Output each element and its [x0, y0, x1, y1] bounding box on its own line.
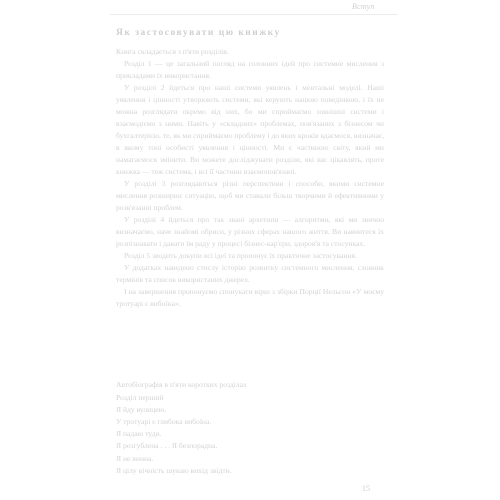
poem-line: Я падаю туди. — [116, 429, 162, 439]
body-text — [116, 46, 384, 310]
paragraph: У додатках наведено стислу історію розвитку системного мислення, словник термінів та список використаних джерел. — [116, 263, 384, 284]
paragraph: У розділі 3 розглядаються різні перспективи і способи, якими системне мислення розширює ситуацію, щоб ми ставали більш творчими й ефективними у розв'язанні проблем. — [116, 179, 384, 212]
paragraph: Книга складається з п'яти розділів. — [116, 47, 229, 56]
poem-line: У тротуарі є глибока вибоїна. — [116, 417, 212, 427]
header-rule — [110, 14, 398, 15]
paragraph: Розділ 1 — це загальний погляд на головних ідей про системне мислення з прикладами їх використання. — [116, 59, 384, 80]
poem-line: Я не винна. — [116, 453, 154, 463]
poem-line: Я розгублена . . . Я безпорадна. — [116, 441, 218, 451]
poem-line: Я йду вулицею. — [116, 405, 167, 415]
paragraph: І на завершення пропонуємо спонукати вірш з збірки Порції Нельсон «У моєму тротуарі є вибоїна». — [116, 287, 384, 308]
poem — [116, 379, 376, 477]
poem-line: Розділ перший — [116, 393, 164, 403]
paragraph: У розділі 2 йдеться про нашi системи уявлень і ментальні моделі. Наші уявлення і цінності утворюють системи, які керують нашою поведінкою, і їх не можна розглядати окремо від них, бо ми сприймаємо зовнішні системи і взаємодіємо з ними. Навіть у «складних» проблемах, пов'язаних з бізнесом чи бухгалтерією, те, як ми сприймаємо проблему і до яких кроків вдаємося, визначає, в якому тоні особисті уявлення і цінності. Ми є частиною світу, який ми намагаємося змінити. Ви можете досліджувати розділи, які вас цікавлять, проте книжка — теж система, і всі її частини взаємопов'язані. — [116, 83, 384, 176]
poem-heading: Автобіографія в п'яти коротких розділах — [116, 380, 247, 389]
poem-line: Я цілу вічність шукаю вихід звідти. — [116, 465, 232, 475]
section-title: Як застосовувати цю книжку — [116, 28, 281, 38]
running-head: Вступ — [352, 2, 375, 11]
paragraph: Розділ 5 зводить докупи всі ідеї та пропонує їх практичне застосування. — [124, 251, 357, 260]
paragraph: У розділі 4 йдеться про так звані архетипи — алгоритми, які ми звично визначаємо, наче знайомі обриси, у різних сферах нашого життя. Ви навчитеся їх розпізнавати і давати їм раду у процесі бізнес-кар'єри, здоров'я та стосунках. — [116, 215, 384, 248]
page-number: 15 — [362, 484, 370, 493]
